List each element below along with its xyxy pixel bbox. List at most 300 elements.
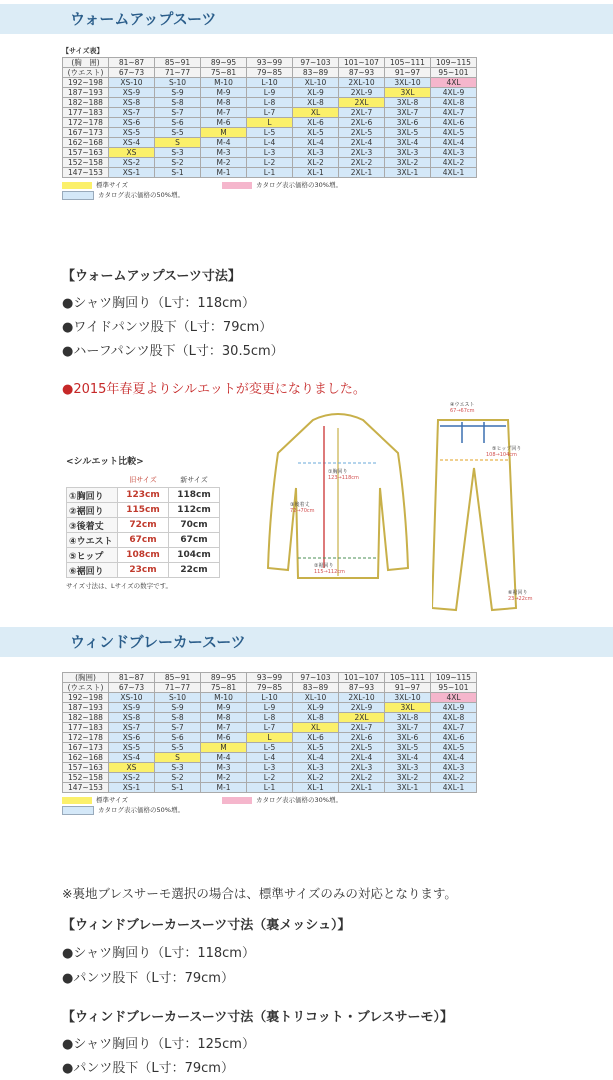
height-cell: 152~158 (63, 158, 109, 168)
size-cell: S-3 (155, 763, 201, 773)
size-cell: M-10 (201, 78, 247, 88)
size-cell: 2XL (339, 713, 385, 723)
size-cell: XL-3 (293, 148, 339, 158)
size-cell: XS-1 (109, 168, 155, 178)
size-header-row (63, 673, 477, 683)
size-cell: M-6 (201, 733, 247, 743)
wind-title: ウィンドブレーカースーツ (70, 633, 246, 651)
size-cell: XL (293, 723, 339, 733)
table-row (67, 533, 220, 548)
size-cell: 4XL-8 (431, 98, 477, 108)
size-cell: XL-2 (293, 773, 339, 783)
new-size-value: 67cm (169, 533, 220, 548)
size-cell: XS-9 (109, 703, 155, 713)
warmup-title: ウォームアップスーツ (70, 10, 217, 28)
size-cell: S-1 (155, 168, 201, 178)
size-cell: L-1 (247, 783, 293, 793)
size-cell: 3XL-7 (385, 108, 431, 118)
size-cell: 2XL-10 (339, 78, 385, 88)
size-cell: XS-8 (109, 713, 155, 723)
size-header-cell: 105~111 (385, 673, 431, 683)
size-cell: 2XL-7 (339, 108, 385, 118)
table-row (63, 98, 477, 108)
legend-50: カタログ表示価格の50%増。 (98, 806, 184, 814)
size-cell: L-10 (247, 693, 293, 703)
height-cell: 182~188 (63, 98, 109, 108)
size-cell: XS-4 (109, 138, 155, 148)
table-row (67, 503, 220, 518)
size-header-cell: 91~97 (385, 683, 431, 693)
wind-dims-mesh (62, 914, 350, 986)
size-cell: XS-6 (109, 118, 155, 128)
size-cell: XL (293, 108, 339, 118)
size-cell: S (155, 138, 201, 148)
wind-dim1-item: ●シャツ胸回り（L寸：118cm） (62, 946, 255, 961)
size-header-cell: 89~95 (201, 673, 247, 683)
table-row (63, 783, 477, 793)
jacket-chest-value: 123→118cm (328, 475, 359, 481)
size-header-cell: 79~85 (247, 68, 293, 78)
size-cell: 2XL-10 (339, 693, 385, 703)
size-header-cell: (ウエスト) (63, 68, 109, 78)
new-size-value: 118cm (169, 488, 220, 503)
size-cell: 3XL-6 (385, 118, 431, 128)
table-row (63, 118, 477, 128)
height-cell: 147~153 (63, 168, 109, 178)
size-header-cell: 83~89 (293, 68, 339, 78)
height-cell: 187~193 (63, 88, 109, 98)
size-cell: M-9 (201, 88, 247, 98)
size-header-cell: 95~101 (431, 68, 477, 78)
size-cell: XS-8 (109, 98, 155, 108)
size-cell: 2XL-5 (339, 128, 385, 138)
size-header-cell: 85~91 (155, 673, 201, 683)
jacket-back-label: ③後着丈 (290, 502, 310, 508)
jacket-hem-value: 115→112cm (314, 569, 345, 575)
old-size-value: 123cm (118, 488, 169, 503)
size-cell: L-3 (247, 763, 293, 773)
size-cell: 3XL-4 (385, 138, 431, 148)
size-cell: 2XL-1 (339, 783, 385, 793)
size-cell: XS-10 (109, 78, 155, 88)
size-cell: S-5 (155, 743, 201, 753)
size-cell: 2XL-6 (339, 733, 385, 743)
height-cell: 172~178 (63, 118, 109, 128)
size-cell: 2XL-3 (339, 148, 385, 158)
wind-note: ※裏地ブレスサーモ選択の場合は、標準サイズのみの対応となります。 (62, 886, 457, 901)
size-cell: 3XL-1 (385, 783, 431, 793)
table-row (63, 78, 477, 88)
jacket-hem-label: ②裾回り (314, 563, 334, 569)
size-cell: 3XL (385, 88, 431, 98)
size-cell: 4XL (431, 693, 477, 703)
size-header-cell: 71~77 (155, 68, 201, 78)
height-cell: 187~193 (63, 703, 109, 713)
size-cell: XS-1 (109, 783, 155, 793)
size-header-cell: (ウエスト) (63, 683, 109, 693)
size-cell: L-3 (247, 148, 293, 158)
size-cell: 4XL-1 (431, 783, 477, 793)
old-size-value: 108cm (118, 548, 169, 563)
wind-dim2-item: ●シャツ胸回り（L寸：125cm） (62, 1037, 255, 1052)
size-cell: S (155, 753, 201, 763)
wind-dim2-item: ●パンツ股下（L寸：79cm） (62, 1061, 234, 1076)
table-row (63, 753, 477, 763)
size-header-cell: (胸囲) (63, 673, 109, 683)
size-cell: XS-2 (109, 158, 155, 168)
size-cell: L-4 (247, 753, 293, 763)
size-cell: L-7 (247, 108, 293, 118)
size-cell: XS-7 (109, 723, 155, 733)
height-cell: 177~183 (63, 108, 109, 118)
table-row (63, 773, 477, 783)
jacket-diagram (258, 408, 418, 588)
size-cell: 3XL-1 (385, 168, 431, 178)
size-cell: M-8 (201, 713, 247, 723)
size-cell: L (247, 733, 293, 743)
measure-label: ②裾回り (67, 503, 118, 518)
size-cell: 2XL-3 (339, 763, 385, 773)
size-cell: M-6 (201, 118, 247, 128)
size-cell: M-4 (201, 138, 247, 148)
pants-hip-label: ⑤ヒップ回り (492, 446, 522, 452)
silhouette-block (66, 454, 220, 590)
table-row (67, 488, 220, 503)
measure-label: ⑤ヒップ (67, 548, 118, 563)
size-header-cell: 101~107 (339, 58, 385, 68)
size-cell: M-3 (201, 148, 247, 158)
size-cell: M-2 (201, 773, 247, 783)
size-cell: 4XL-1 (431, 168, 477, 178)
size-cell: M-3 (201, 763, 247, 773)
size-cell: 4XL-2 (431, 158, 477, 168)
size-cell: XL-6 (293, 733, 339, 743)
size-cell: 3XL-2 (385, 158, 431, 168)
size-cell: L-8 (247, 713, 293, 723)
size-cell: S-8 (155, 713, 201, 723)
legend-50: カタログ表示価格の50%増。 (98, 191, 184, 199)
table-row (63, 128, 477, 138)
size-header-cell: 71~77 (155, 683, 201, 693)
size-cell: XL-5 (293, 128, 339, 138)
size-cell: M-10 (201, 693, 247, 703)
size-cell: S-10 (155, 78, 201, 88)
size-cell: M-7 (201, 723, 247, 733)
table-row (63, 763, 477, 773)
warmup-dims-heading: 【ウォームアップスーツ寸法】 (62, 269, 241, 284)
size-header-cell: 97~103 (293, 673, 339, 683)
jacket-chest-label: ①胸回り (328, 469, 348, 475)
size-cell: 3XL-8 (385, 713, 431, 723)
jacket-back-value: 72→70cm (290, 508, 315, 514)
size-cell: S-9 (155, 703, 201, 713)
size-cell: 3XL-2 (385, 773, 431, 783)
size-cell: XS-5 (109, 128, 155, 138)
size-header-cell: 105~111 (385, 58, 431, 68)
table-row (63, 88, 477, 98)
legend-30: カタログ表示価格の30%増。 (256, 181, 342, 189)
size-cell: XL-10 (293, 78, 339, 88)
size-header-cell: 67~73 (109, 683, 155, 693)
size-cell: 2XL-2 (339, 158, 385, 168)
size-cell: S-10 (155, 693, 201, 703)
wind-legend (62, 795, 477, 815)
size-cell: L-2 (247, 773, 293, 783)
size-header-row (63, 68, 477, 78)
size-cell: 2XL-2 (339, 773, 385, 783)
table-row (67, 563, 220, 578)
legend-standard: 標準サイズ (96, 796, 128, 804)
size-cell: 3XL-3 (385, 148, 431, 158)
size-cell: S-7 (155, 108, 201, 118)
size-cell: M (201, 743, 247, 753)
pants-hem-label: ⑥裾回り (508, 590, 528, 596)
pink-swatch (222, 797, 252, 804)
size-cell: S-7 (155, 723, 201, 733)
blue-swatch (62, 806, 94, 815)
table-row (63, 723, 477, 733)
size-cell: 2XL-4 (339, 138, 385, 148)
size-cell: 2XL-9 (339, 88, 385, 98)
size-cell: XL-4 (293, 753, 339, 763)
size-cell: 3XL (385, 703, 431, 713)
size-cell: S-2 (155, 773, 201, 783)
size-header-cell: 79~85 (247, 683, 293, 693)
size-cell: L-5 (247, 128, 293, 138)
old-size-value: 72cm (118, 518, 169, 533)
table-row (63, 108, 477, 118)
size-cell: 4XL-5 (431, 128, 477, 138)
size-cell: 2XL-7 (339, 723, 385, 733)
warmup-size-table-block (62, 46, 477, 200)
size-cell: 4XL-2 (431, 773, 477, 783)
size-cell: XL-8 (293, 98, 339, 108)
size-header-cell: 95~101 (431, 683, 477, 693)
size-cell: XS-7 (109, 108, 155, 118)
size-cell: M-2 (201, 158, 247, 168)
measure-label: ①胸回り (67, 488, 118, 503)
table-row (63, 693, 477, 703)
size-cell: 4XL-4 (431, 138, 477, 148)
size-cell: M-9 (201, 703, 247, 713)
table-row (63, 713, 477, 723)
old-size-value: 67cm (118, 533, 169, 548)
col-new-label: 新サイズ (180, 476, 208, 484)
size-header-cell: 87~93 (339, 68, 385, 78)
size-cell: M-7 (201, 108, 247, 118)
height-cell: 177~183 (63, 723, 109, 733)
size-header-cell: 85~91 (155, 58, 201, 68)
size-header-cell: 109~115 (431, 58, 477, 68)
size-cell: XS-2 (109, 773, 155, 783)
size-cell: S-6 (155, 118, 201, 128)
size-header-cell: 67~73 (109, 68, 155, 78)
size-cell: XL-9 (293, 88, 339, 98)
new-size-value: 112cm (169, 503, 220, 518)
size-cell: L-1 (247, 168, 293, 178)
size-cell: L-10 (247, 78, 293, 88)
size-cell: 3XL-5 (385, 128, 431, 138)
height-cell: 182~188 (63, 713, 109, 723)
size-cell: XL-2 (293, 158, 339, 168)
size-cell: L-9 (247, 88, 293, 98)
size-cell: XL-4 (293, 138, 339, 148)
size-cell: 4XL-4 (431, 753, 477, 763)
size-cell: M (201, 128, 247, 138)
table-row (63, 703, 477, 713)
size-cell: 3XL-7 (385, 723, 431, 733)
size-cell: 4XL-3 (431, 148, 477, 158)
table-row (63, 138, 477, 148)
warmup-legend (62, 180, 477, 200)
table-row (63, 733, 477, 743)
size-header-cell: 91~97 (385, 68, 431, 78)
table-row (67, 518, 220, 533)
size-cell: S-9 (155, 88, 201, 98)
wind-size-table-block (62, 672, 477, 815)
size-cell: XS (109, 148, 155, 158)
size-cell: 4XL-7 (431, 723, 477, 733)
size-header-cell: 89~95 (201, 58, 247, 68)
wind-size-table (62, 672, 477, 793)
silhouette-change-notice: ●2015年春夏よりシルエットが変更になりました。 (62, 382, 366, 397)
wind-dims-tricot (62, 1006, 453, 1076)
height-cell: 157~163 (63, 148, 109, 158)
size-header-row (63, 683, 477, 693)
size-header-cell: 87~93 (339, 683, 385, 693)
size-cell: L-7 (247, 723, 293, 733)
measure-label: ④ウエスト (67, 533, 118, 548)
pants-hip-value: 108→104cm (486, 452, 517, 458)
size-header-cell: 75~81 (201, 683, 247, 693)
silhouette-note: サイズ寸法は、Lサイズの数字です。 (66, 582, 173, 590)
pants-waist-value: 67→67cm (450, 408, 475, 414)
size-cell: XL-10 (293, 693, 339, 703)
silhouette-table (66, 473, 220, 578)
size-cell: 2XL-6 (339, 118, 385, 128)
table-row (63, 158, 477, 168)
measure-label: ⑥裾回り (67, 563, 118, 578)
size-header-cell: 101~107 (339, 673, 385, 683)
table-row (67, 548, 220, 563)
pants-diagram (432, 398, 542, 623)
warmup-dims (62, 265, 284, 359)
size-cell: S-3 (155, 148, 201, 158)
size-cell: 3XL-3 (385, 763, 431, 773)
size-cell: XL-1 (293, 168, 339, 178)
size-cell: XS-6 (109, 733, 155, 743)
size-cell: 2XL-4 (339, 753, 385, 763)
size-cell: XS-10 (109, 693, 155, 703)
size-table-label: 【サイズ表】 (62, 47, 104, 55)
size-cell: M-1 (201, 168, 247, 178)
legend-standard: 標準サイズ (96, 181, 128, 189)
silhouette-title: <シルエット比較> (66, 457, 144, 467)
size-cell: XL-6 (293, 118, 339, 128)
warmup-dim-item: ●ハーフパンツ股下（L寸：30.5cm） (62, 344, 284, 359)
size-cell: L-4 (247, 138, 293, 148)
warmup-size-table (62, 57, 477, 178)
warmup-dim-item: ●シャツ胸回り（L寸：118cm） (62, 296, 255, 311)
size-cell: XL-5 (293, 743, 339, 753)
new-size-value: 70cm (169, 518, 220, 533)
size-cell: S-6 (155, 733, 201, 743)
height-cell: 172~178 (63, 733, 109, 743)
size-cell: S-5 (155, 128, 201, 138)
size-cell: 3XL-10 (385, 693, 431, 703)
size-header-row (63, 58, 477, 68)
height-cell: 162~168 (63, 138, 109, 148)
size-cell: M-8 (201, 98, 247, 108)
size-cell: L (247, 118, 293, 128)
size-cell: 2XL-9 (339, 703, 385, 713)
size-header-cell: 75~81 (201, 68, 247, 78)
table-row (63, 743, 477, 753)
size-cell: 4XL-6 (431, 733, 477, 743)
size-cell: S-1 (155, 783, 201, 793)
wind-dim1-item: ●パンツ股下（L寸：79cm） (62, 971, 234, 986)
size-cell: 3XL-4 (385, 753, 431, 763)
table-row (63, 148, 477, 158)
pants-hem-value: 23→22cm (508, 596, 533, 602)
size-cell: 4XL-3 (431, 763, 477, 773)
old-size-value: 115cm (118, 503, 169, 518)
size-cell: 4XL-6 (431, 118, 477, 128)
size-cell: M-4 (201, 753, 247, 763)
height-cell: 157~163 (63, 763, 109, 773)
size-cell: XS-4 (109, 753, 155, 763)
wind-header (0, 627, 613, 657)
old-size-value: 23cm (118, 563, 169, 578)
pants-waist-label: ④ウエスト (450, 402, 475, 408)
size-cell: 3XL-8 (385, 98, 431, 108)
size-cell: XL-9 (293, 703, 339, 713)
warmup-header (0, 4, 613, 34)
size-cell: M-1 (201, 783, 247, 793)
size-cell: 2XL (339, 98, 385, 108)
size-header-cell: 93~99 (247, 58, 293, 68)
size-cell: 4XL-9 (431, 88, 477, 98)
size-cell: L-9 (247, 703, 293, 713)
legend-30: カタログ表示価格の30%増。 (256, 796, 342, 804)
size-cell: 4XL-5 (431, 743, 477, 753)
height-cell: 167~173 (63, 743, 109, 753)
measure-label: ③後着丈 (67, 518, 118, 533)
size-cell: L-2 (247, 158, 293, 168)
pink-swatch (222, 182, 252, 189)
standard-swatch (62, 182, 92, 189)
height-cell: 192~198 (63, 693, 109, 703)
wind-dims2-heading: 【ウィンドブレーカースーツ寸法（裏トリコット・ブレスサーモ）】 (62, 1010, 454, 1025)
size-cell: XS (109, 763, 155, 773)
size-header-cell: 81~87 (109, 58, 155, 68)
size-cell: 2XL-1 (339, 168, 385, 178)
size-cell: XS-9 (109, 88, 155, 98)
size-header-cell: (胸 囲) (63, 58, 109, 68)
size-header-cell: 93~99 (247, 673, 293, 683)
size-cell: L-5 (247, 743, 293, 753)
size-header-cell: 81~87 (109, 673, 155, 683)
height-cell: 147~153 (63, 783, 109, 793)
col-old-label: 旧サイズ (129, 476, 157, 484)
new-size-value: 22cm (169, 563, 220, 578)
size-cell: 3XL-5 (385, 743, 431, 753)
size-cell: 3XL-10 (385, 78, 431, 88)
size-cell: 2XL-5 (339, 743, 385, 753)
height-cell: 162~168 (63, 753, 109, 763)
size-header-cell: 109~115 (431, 673, 477, 683)
size-cell: 4XL-8 (431, 713, 477, 723)
